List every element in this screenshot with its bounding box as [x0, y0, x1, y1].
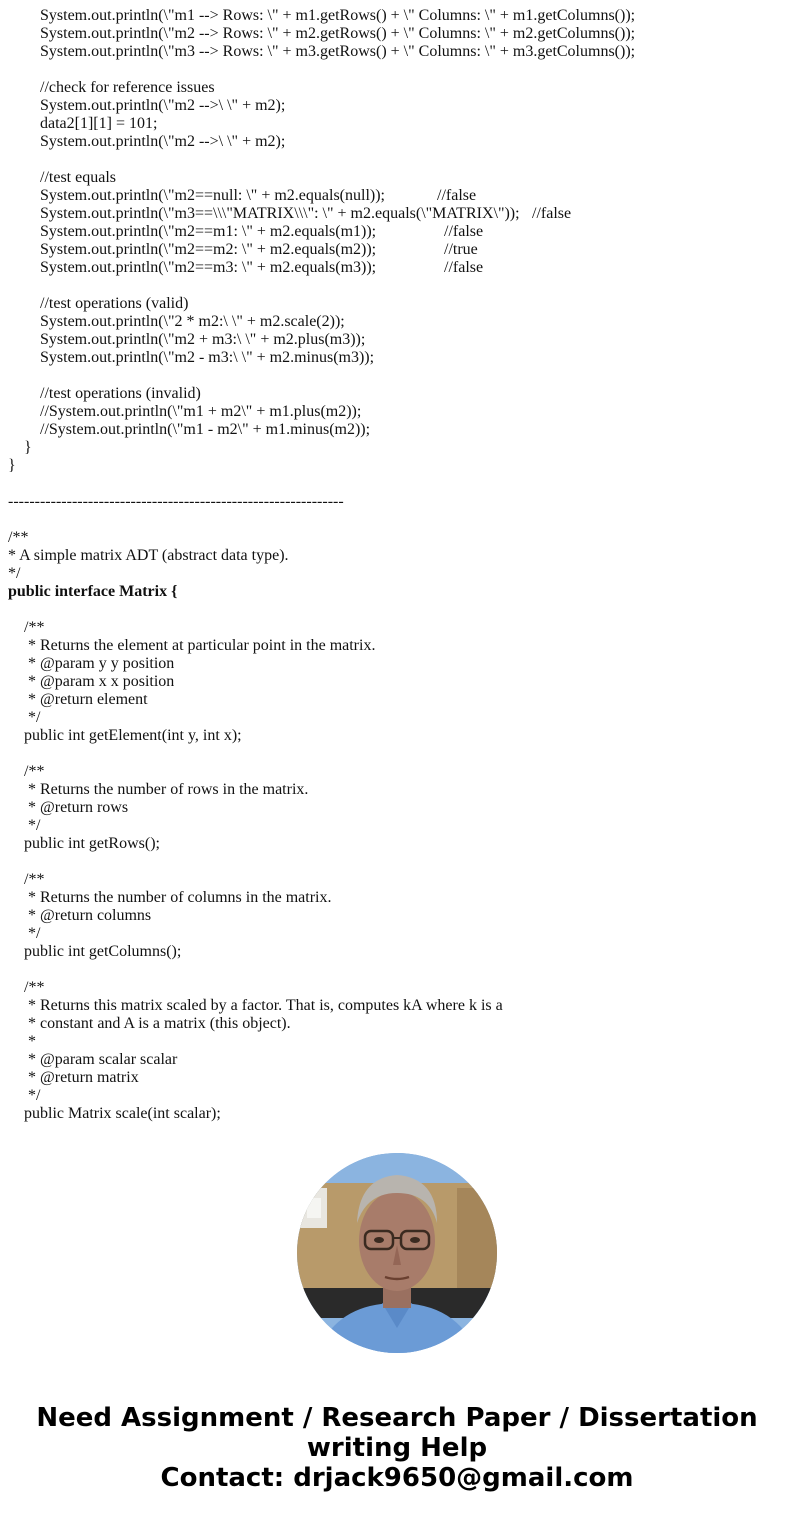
equals-test-line: [8, 205, 788, 223]
trailing-comment: //false: [437, 187, 477, 204]
close-brace: }: [8, 457, 16, 474]
promo-line: writing Help: [306, 1433, 488, 1463]
code-document: [8, 0, 788, 1122]
doc-comment: * @param x x position: [24, 673, 175, 690]
code-line: System.out.println(\"m2 -->\ \" + m2);: [40, 97, 286, 114]
code-text: System.out.println(\"m2==m3: \" + m2.equals(m3));: [40, 259, 377, 276]
blank-line: [8, 745, 788, 763]
blank-line: [8, 151, 788, 169]
doc-comment: * Returns the number of columns in the matrix.: [24, 889, 332, 906]
code-comment: //check for reference issues: [40, 79, 215, 96]
doc-comment: * @return columns: [24, 907, 152, 924]
code-line-cut: [8, 0, 788, 7]
blank-line: [8, 367, 788, 385]
equals-test-line: [8, 259, 788, 277]
blank-line: [8, 961, 788, 979]
method-signature: public int getColumns();: [24, 943, 182, 960]
doc-comment: * constant and A is a matrix (this object).: [24, 1015, 291, 1032]
trailing-comment: //false: [532, 205, 572, 222]
doc-comment: * Returns the element at particular point in the matrix.: [24, 637, 376, 654]
doc-comment: * @return rows: [24, 799, 129, 816]
code-text: System.out.println(\"m2==null: \" + m2.equals(null));: [40, 187, 385, 204]
doc-comment: /**: [24, 763, 45, 780]
doc-comment: */: [24, 1087, 41, 1104]
blank-line: [8, 601, 788, 619]
method-signature: public int getRows();: [24, 835, 160, 852]
blank-line: [8, 61, 788, 79]
code-line: data2[1][1] = 101;: [40, 115, 158, 132]
trailing-comment: //false: [444, 259, 484, 276]
doc-comment: * Returns this matrix scaled by a factor. That is, computes kA where k is a: [24, 997, 503, 1014]
code-line: System.out.println(\"2 * m2:\ \" + m2.scale(2));: [40, 313, 345, 330]
trailing-comment: //false: [444, 223, 484, 240]
promo-line: Need Assignment / Research Paper / Dissertation: [36, 1403, 758, 1433]
doc-comment: /**: [8, 529, 29, 546]
code-line: System.out.println(\"m3 --> Rows: \" + m3.getRows() + \" Columns: \" + m3.getColumns());: [40, 43, 636, 60]
blank-line: [8, 475, 788, 493]
code-comment: //test operations (invalid): [40, 385, 201, 402]
code-comment: //System.out.println(\"m1 + m2\" + m1.plus(m2));: [40, 403, 362, 420]
equals-test-line: [8, 241, 788, 259]
trailing-comment: //true: [444, 241, 478, 258]
equals-test-line: [8, 223, 788, 241]
code-comment: //test equals: [40, 169, 116, 186]
code-line: System.out.println(\"m2 --> Rows: \" + m2.getRows() + \" Columns: \" + m2.getColumns());: [40, 25, 636, 42]
close-brace: }: [24, 439, 32, 456]
doc-comment: * Returns the number of rows in the matrix.: [24, 781, 309, 798]
blank-line: [8, 853, 788, 871]
doc-comment: */: [24, 709, 41, 726]
portrait-icon: [297, 1153, 497, 1353]
code-line: System.out.println(\"m2 - m3:\ \" + m2.minus(m3));: [40, 349, 375, 366]
doc-comment: * A simple matrix ADT (abstract data type).: [8, 547, 289, 564]
code-comment: //System.out.println(\"m1 - m2\" + m1.minus(m2));: [40, 421, 371, 438]
code-text: System.out.println(\"m3==\\\"MATRIX\\\": \" + m2.equals(\"MATRIX\"));: [40, 205, 520, 222]
doc-comment: * @param y y position: [24, 655, 175, 672]
doc-comment: /**: [24, 619, 45, 636]
doc-comment: /**: [24, 871, 45, 888]
avatar: [297, 1153, 497, 1353]
method-signature: public Matrix scale(int scalar);: [24, 1105, 221, 1122]
doc-comment: * @return element: [24, 691, 148, 708]
blank-line: [8, 277, 788, 295]
code-line: System.out.println(\"m2 + m3:\ \" + m2.plus(m3));: [40, 331, 366, 348]
promo-footer: [0, 1403, 794, 1493]
interface-declaration: public interface Matrix {: [8, 583, 178, 600]
doc-comment: */: [24, 925, 41, 942]
doc-comment: */: [8, 565, 21, 582]
method-signature: public int getElement(int y, int x);: [24, 727, 242, 744]
code-line: System.out.println(\"m1 --> Rows: \" + m1.getRows() + \" Columns: \" + m1.getColumns());: [40, 7, 636, 24]
doc-comment: */: [24, 817, 41, 834]
blank-line: [8, 511, 788, 529]
doc-comment: *: [24, 1033, 36, 1050]
separator: ---------------------------------------------------------------: [8, 493, 344, 510]
contact-email: Contact: drjack9650@gmail.com: [160, 1463, 634, 1493]
code-comment: //test operations (valid): [40, 295, 189, 312]
code-text: System.out.println(\"m2==m2: \" + m2.equals(m2));: [40, 241, 377, 258]
doc-comment: /**: [24, 979, 45, 996]
doc-comment: * @param scalar scalar: [24, 1051, 178, 1068]
equals-test-line: [8, 187, 788, 205]
code-text: System.out.println(\"m2==m1: \" + m2.equals(m1));: [40, 223, 377, 240]
code-line: System.out.println(\"m2 -->\ \" + m2);: [40, 133, 286, 150]
doc-comment: * @return matrix: [24, 1069, 139, 1086]
